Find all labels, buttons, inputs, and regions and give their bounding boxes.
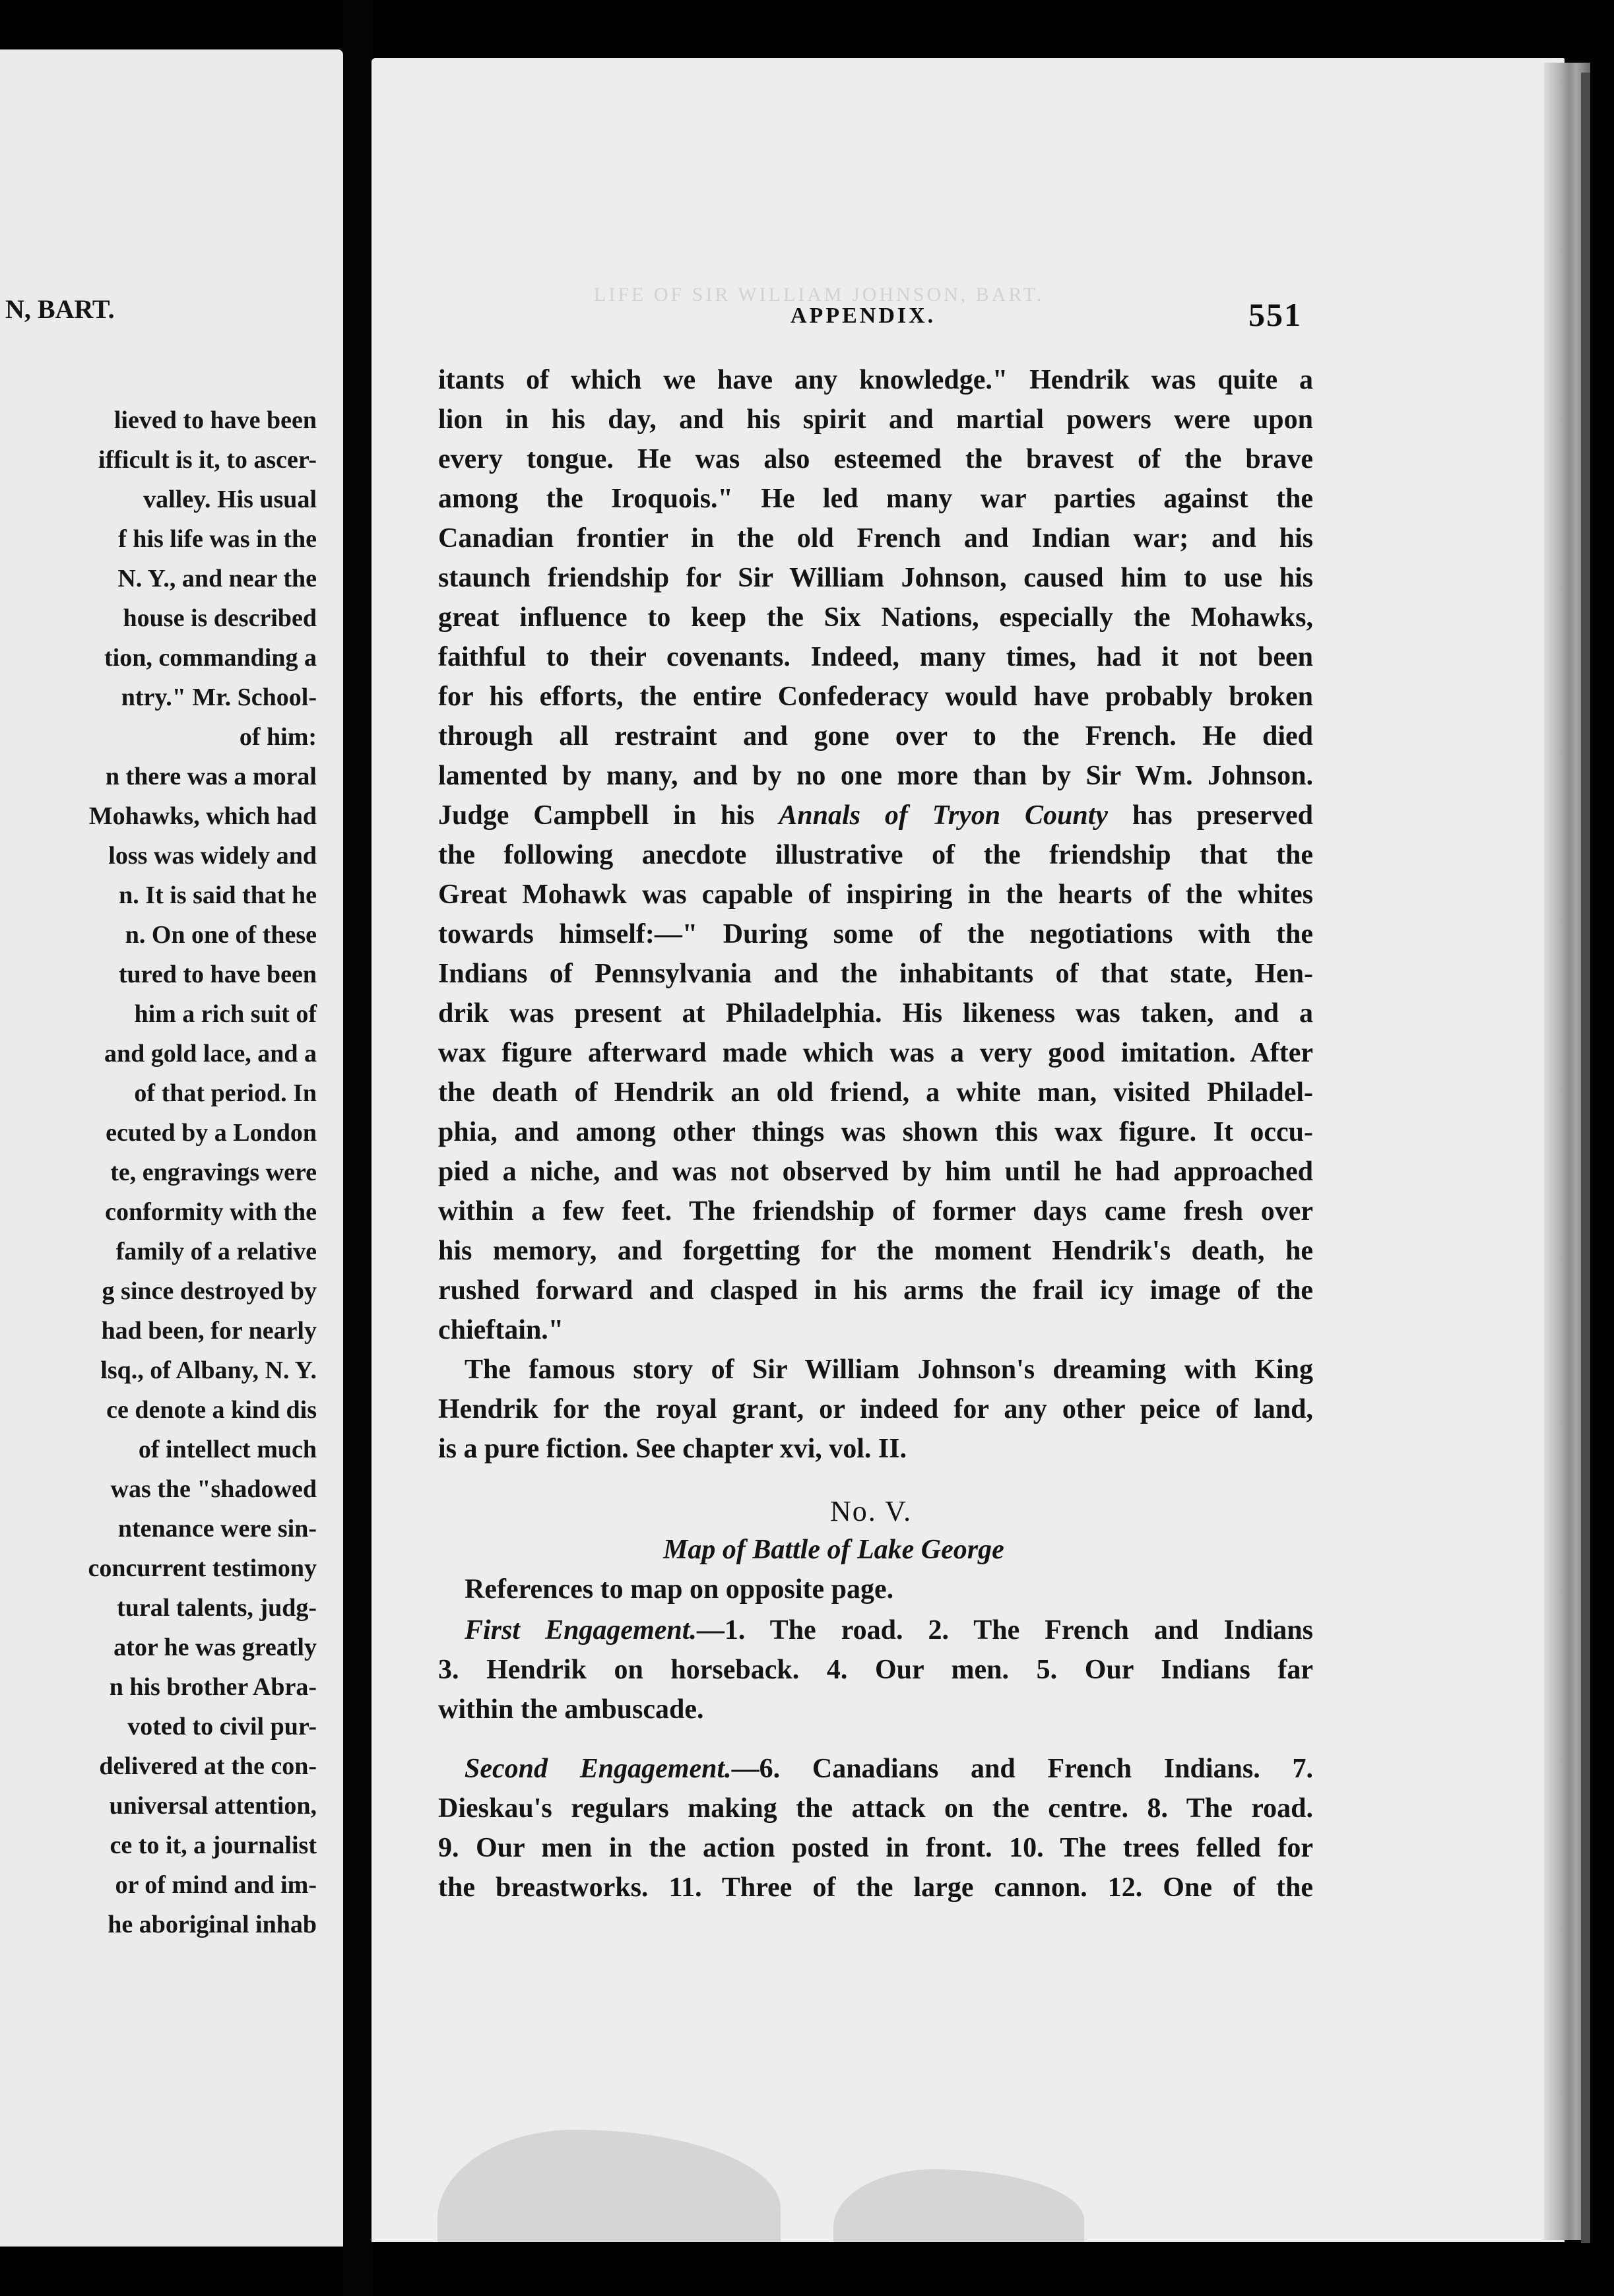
left-page-line: ntry." Mr. School- <box>121 684 317 711</box>
section-heading: No. V. <box>830 1495 913 1527</box>
left-page-line: valley. His usual <box>143 486 317 513</box>
left-page-line: n. It is said that he <box>119 881 317 909</box>
left-page-line: he aboriginal inhab <box>108 1911 317 1938</box>
left-page-line: tured to have been <box>118 961 317 988</box>
left-page-line: f his life was in the <box>118 525 317 553</box>
paragraph-1-line: the following anecdote illustrative of the friendship that the <box>438 840 1313 870</box>
water-stain <box>437 2130 781 2242</box>
paragraph-1-line: within a few feet. The friendship of former days came fresh over <box>438 1196 1313 1227</box>
left-page-line: of intellect much <box>138 1436 317 1463</box>
left-page-header: N, BART. <box>5 294 115 324</box>
left-page-line: ecuted by a London <box>106 1119 317 1147</box>
left-page-line: tion, commanding a <box>104 644 317 672</box>
second-engagement-line: Dieskau's regulars making the attack on the centre. 8. The road. <box>438 1793 1313 1824</box>
left-page-line: tural talents, judg- <box>117 1594 317 1622</box>
left-page-line: ntenance were sin- <box>117 1515 317 1543</box>
paragraph-1-line: lamented by many, and by no one more than by Sir Wm. Johnson. <box>438 761 1313 791</box>
left-page-line: concurrent testimony <box>88 1554 317 1582</box>
paragraph-1-line: Great Mohawk was capable of inspiring in the hearts of the whites <box>438 879 1313 910</box>
first-engagement-line: 3. Hendrik on horseback. 4. Our men. 5. Our Indians far <box>438 1655 1313 1685</box>
second-engagement-line <box>465 1755 1313 1783</box>
left-page-line: n. On one of these <box>125 921 317 949</box>
paragraph-1-line: through all restraint and gone over to the French. He died <box>438 721 1313 751</box>
first-engagement-line <box>465 1616 1313 1644</box>
paragraph-1-line: wax figure afterward made which was a very good imitation. After <box>438 1038 1313 1068</box>
first-engagement-text: —1. The road. 2. The French and Indians <box>696 1615 1313 1645</box>
left-page-line: voted to civil pur- <box>127 1713 317 1740</box>
left-page-line: him a rich suit of <box>134 1000 317 1028</box>
paragraph-1-line: for his efforts, the entire Confederacy would have probably broken <box>438 682 1313 712</box>
paragraph-1-line: phia, and among other things was shown this wax figure. It occu- <box>438 1117 1313 1147</box>
left-page-line: n there was a moral <box>105 763 317 790</box>
second-engagement-line: 9. Our men in the action posted in front. 10. The trees felled for <box>438 1833 1313 1863</box>
water-stain <box>833 2169 1084 2242</box>
left-page-line: or of mind and im- <box>115 1871 317 1899</box>
left-page-line: universal attention, <box>109 1792 317 1820</box>
left-page-line: Mohawks, which had <box>88 802 317 830</box>
left-page-line: N. Y., and near the <box>117 565 317 592</box>
left-page-line: ator he was greatly <box>113 1634 317 1661</box>
running-head: APPENDIX. <box>791 303 936 328</box>
paragraph-1-line: rushed forward and clasped in his arms the frail icy image of the <box>438 1275 1313 1306</box>
paragraph-1-line: chieftain." <box>438 1315 564 1345</box>
page-edge-shadow <box>1581 73 1590 2243</box>
paragraph-1-line: drik was present at Philadelphia. His likeness was taken, and a <box>438 998 1313 1029</box>
bleed-through-text: LIFE OF SIR WILLIAM JOHNSON, BART. <box>594 284 1045 305</box>
second-engagement-text: —6. Canadians and French Indians. 7. <box>731 1754 1313 1784</box>
left-page-line: ce denote a kind dis <box>106 1396 317 1424</box>
paragraph-2-line: Hendrik for the royal grant, or indeed for any other peice of land, <box>438 1394 1313 1424</box>
left-page-line: delivered at the con- <box>99 1752 317 1780</box>
paragraph-2-line: is a pure fiction. See chapter xvi, vol. II. <box>438 1434 907 1464</box>
map-title: Map of Battle of Lake George <box>663 1535 1004 1565</box>
paragraph-1-text: has preserved <box>1132 800 1314 831</box>
paragraph-1-line: among the Iroquois." He led many war parties against the <box>438 484 1313 514</box>
left-page-line: ce to it, a journalist <box>110 1832 317 1859</box>
left-page-line: family of a relative <box>115 1238 317 1265</box>
second-engagement-label: Second Engagement. <box>465 1754 732 1784</box>
page-number: 551 <box>1248 296 1302 333</box>
left-page-line: n his brother Abra- <box>109 1673 317 1701</box>
left-page-line: of that period. In <box>134 1079 317 1107</box>
paragraph-2-line: The famous story of Sir William Johnson's dreaming with King <box>465 1355 1313 1385</box>
left-page-line: te, engravings were <box>110 1159 317 1186</box>
left-page-line: ifficult is it, to ascer- <box>98 446 317 474</box>
second-engagement-line: the breastworks. 11. Three of the large cannon. 12. One of the <box>438 1872 1313 1903</box>
left-page-line: conformity with the <box>105 1198 317 1226</box>
paragraph-1-line <box>438 802 1313 829</box>
paragraph-1-line: every tongue. He was also esteemed the bravest of the brave <box>438 444 1313 474</box>
references-intro: References to map on opposite page. <box>465 1574 894 1605</box>
left-page-line: of him: <box>239 723 317 751</box>
left-page-line: loss was widely and <box>108 842 317 870</box>
paragraph-1-line: Canadian frontier in the old French and Indian war; and his <box>438 523 1313 554</box>
paragraph-1-line: faithful to their covenants. Indeed, many times, had it not been <box>438 642 1313 672</box>
paragraph-1-line: great influence to keep the Six Nations, especially the Mohawks, <box>438 602 1313 633</box>
paragraph-1-line: lion in his day, and his spirit and martial powers were upon <box>438 404 1313 435</box>
left-page-line: g since destroyed by <box>102 1277 317 1305</box>
left-page-line: and gold lace, and a <box>104 1040 317 1068</box>
left-page-line: was the "shadowed <box>110 1475 317 1503</box>
left-page-line: lsq., of Albany, N. Y. <box>100 1356 317 1384</box>
left-page <box>0 49 343 2247</box>
paragraph-1-line: towards himself:—" During some of the negotiations with the <box>438 919 1313 949</box>
left-page-line: lieved to have been <box>113 406 317 434</box>
paragraph-1-text: Judge Campbell in his <box>438 800 755 831</box>
left-page-line: house is described <box>123 604 317 632</box>
paragraph-1-line: the death of Hendrik an old friend, a white man, visited Philadel- <box>438 1077 1313 1108</box>
first-engagement-label: First Engagement. <box>465 1615 697 1645</box>
book-gutter <box>343 0 373 2296</box>
paragraph-1-line: itants of which we have any knowledge." Hendrik was quite a <box>438 365 1313 395</box>
paragraph-1-line: Indians of Pennsylvania and the inhabitants of that state, Hen- <box>438 959 1313 989</box>
paragraph-1-line: staunch friendship for Sir William Johnson, caused him to use his <box>438 563 1313 593</box>
left-page-line: had been, for nearly <box>101 1317 317 1345</box>
paragraph-1-line: pied a niche, and was not observed by him until he had approached <box>438 1157 1313 1187</box>
first-engagement-line: within the ambuscade. <box>438 1694 704 1725</box>
book-title: Annals of Tryon County <box>779 800 1109 831</box>
paragraph-1-line: his memory, and forgetting for the moment Hendrik's death, he <box>438 1236 1313 1266</box>
